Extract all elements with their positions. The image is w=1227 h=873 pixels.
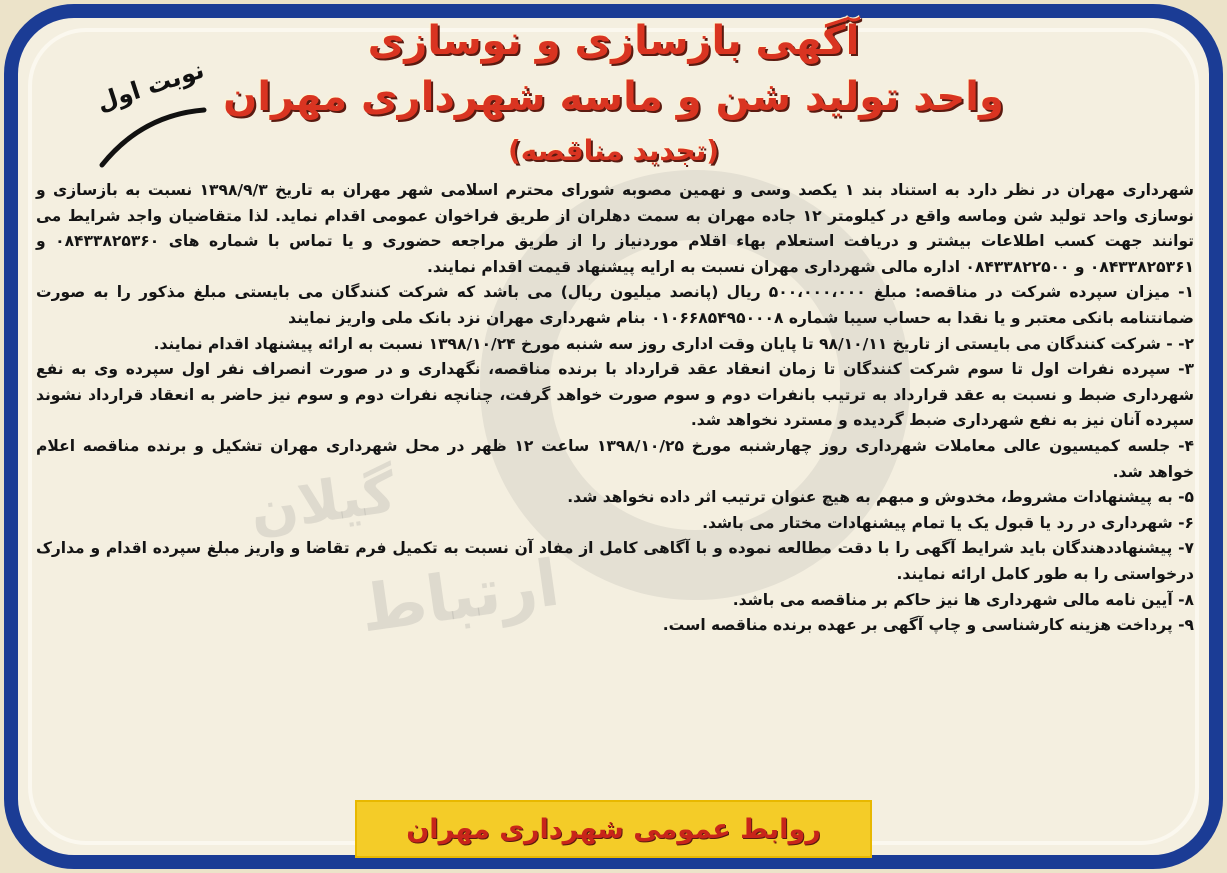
- ad-item-8: ۸- آیین نامه مالی شهرداری ها نیز حاکم بر مناقصه می باشد.: [732, 590, 1194, 609]
- ad-subtitle-retender: (تجدید مناقصه): [507, 134, 720, 167]
- ad-item-1: ۱- میزان سپرده شرکت در مناقصه: مبلغ ۵۰۰،۰۰۰،۰۰۰ ریال (پانصد میلیون ریال) می باشد که شرکت کنندگان می بایستی مبلغ مذکور را به صورت ضمانتنامه بانکی معتبر و یا نقدا به حساب سیبا شماره ۰۱۰۶۶۸۵۴۹۵۰۰۰۸ بنام شهرداری مهران نزد بانک ملی واریز نمایند: [36, 283, 1194, 327]
- ad-item-3: ۳- سپرده نفرات اول تا سوم شرکت کنندگان تا زمان انعقاد عقد قرارداد با برنده مناقصه، نگهداری و در صورت انصراف نفر اول سپرده وی به نفع شهرداری ضبط و نسبت به عقد قرارداد به ترتیب بانفرات دوم و سوم صورت خواهد گرفت، چنانچه نفرات دوم و سوم نیز حاضر به انعقاد قرارداد نشوند سپرده آنان نیز به نفع شهرداری ضبط گردیده و مسترد نخواهد شد.: [36, 360, 1194, 430]
- ad-item-6: ۶- شهرداری در رد یا قبول یک یا تمام پیشنهادات مختار می باشد.: [702, 513, 1194, 532]
- ad-item-4: ۴- جلسه کمیسیون عالی معاملات شهرداری روز چهارشنبه مورخ ۱۳۹۸/۱۰/۲۵ ساعت ۱۲ ظهر در محل شهرداری مهران تشکیل و برنده مناقصه اعلام خواهد شد.: [36, 436, 1195, 481]
- footer-signature: روابط عمومی شهرداری مهران: [406, 813, 821, 845]
- ad-item-2: ۲- - شرکت کنندگان می بایستی از تاریخ ۹۸/۱۰/۱۱ تا پایان وقت اداری روز سه شنبه مورخ ۱۳۹۸/۱۰/۲۴ نسبت به ارائه پیشنهاد اقدام نمایند.: [153, 334, 1194, 353]
- ad-intro-paragraph: شهرداری مهران در نظر دارد به استناد بند ۱ یکصد وسی و نهمین مصوبه شورای محترم اسلامی شهر مهران به تاریخ ۱۳۹۸/۹/۳ نسبت به بازسازی و نوسازی واحد تولید شن وماسه واقع در کیلومتر ۱۲ جاده مهران به سمت دهلران از طریق فراخوان عمومی اقدام نماید. لذا متقاضیان واجد شرایط می توانند جهت کسب اطلاعات بیشتر و دریافت استعلام بهاء اقلام موردنیاز را از طریق مراجعه حضوری و یا تماس با شماره های ۰۸۴۳۳۸۲۵۳۶۰ و ۰۸۴۳۳۸۲۵۳۶۱ و ۰۸۴۳۳۸۲۲۵۰۰ اداره مالی شهرداری مهران نسبت به ارایه پیشنهاد قیمت اقدام نمایند.: [36, 181, 1194, 276]
- ad-title-line-1: آگهی بازسازی و نوسازی: [367, 18, 860, 64]
- ad-body: [36, 178, 1194, 639]
- ad-title-line-2: واحد تولید شن و ماسه شهرداری مهران: [223, 74, 1004, 120]
- ad-item-5: ۵- به پیشنهادات مشروط، مخدوش و مبهم به هیچ عنوان ترتیب اثر داده نخواهد شد.: [567, 488, 1194, 507]
- ad-item-7: ۷- پیشنهاددهندگان باید شرایط آگهی را با دقت مطالعه نموده و با آگاهی کامل از مفاد آن نسبت به تکمیل فرم تقاضا و واریز مبلغ سپرده اقدام و مدارک درخواستی را به طور کامل ارائه نمایند.: [36, 539, 1194, 583]
- ad-item-9: ۹- پرداخت هزینه کارشناسی و چاپ آگهی بر عهده برنده مناقصه است.: [662, 616, 1194, 635]
- round-label: نوبت اول: [93, 55, 208, 117]
- footer-signature-box: [357, 802, 870, 856]
- round-swoosh-icon: [92, 95, 212, 175]
